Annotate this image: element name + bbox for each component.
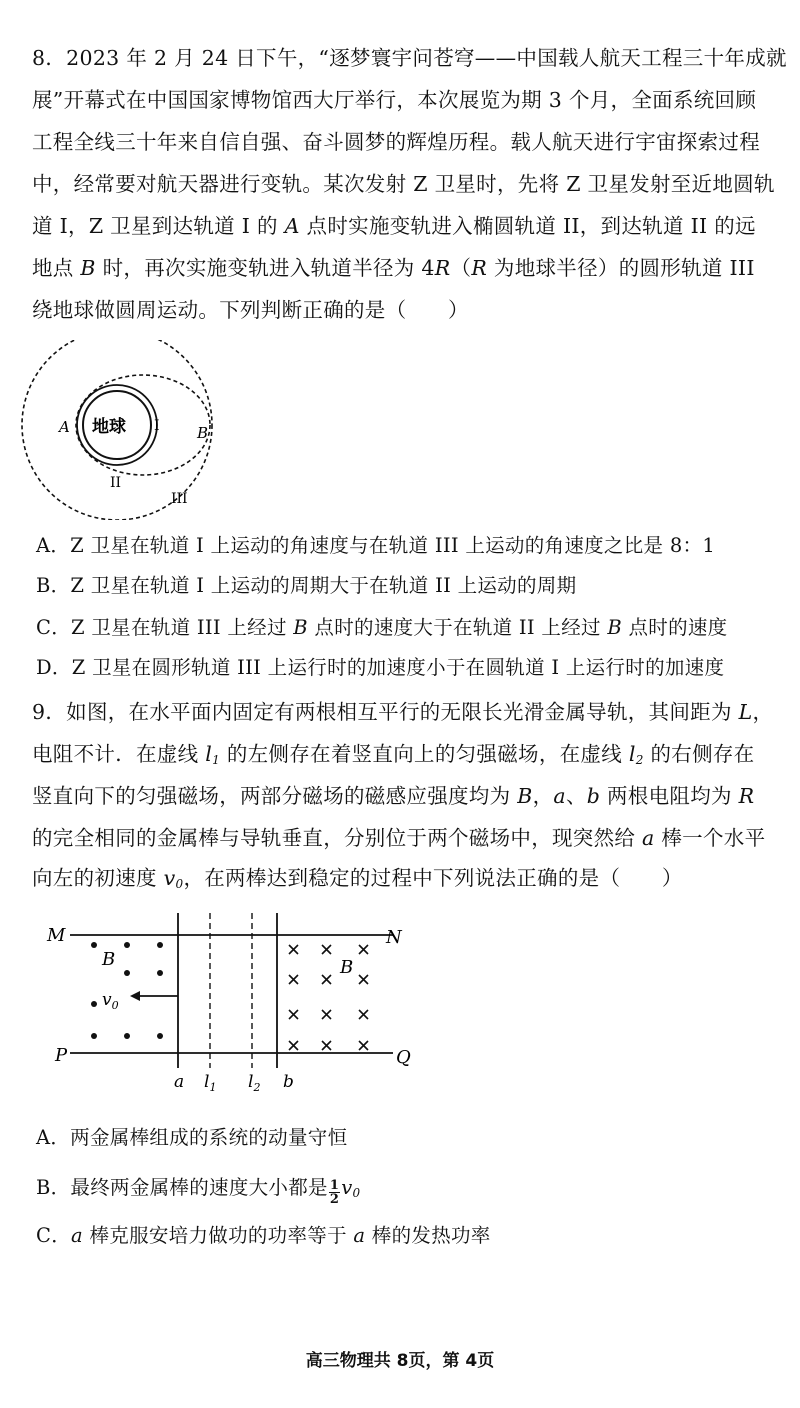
label-l2: $l_2$ — [248, 1072, 261, 1094]
q8-line-7: 绕地球做圆周运动。下列判断正确的是（ ） — [32, 298, 469, 322]
label-Q: Q — [396, 1047, 411, 1068]
q8-line-6: 地点 B 时，再次实施变轨进入轨道半径为 4R（R 为地球半径）的圆形轨道 III — [32, 256, 755, 280]
orbit-diagram — [0, 340, 240, 520]
q8-line-2: 展”开幕式在中国国家博物馆西大厅举行，本次展览为期 3 个月，全面系统回顾 — [32, 88, 757, 112]
q9-option-c: C．a 棒克服安培力做功的功率等于 a 棒的发热功率 — [36, 1224, 491, 1247]
q8-line-5: 道 I，Z 卫星到达轨道 I 的 A 点时实施变轨进入椭圆轨道 II，到达轨道 II 的远 — [32, 214, 756, 238]
q8-option-d: D．Z 卫星在圆形轨道 III 上运行时的加速度小于在圆轨道 I 上运行时的加速度 — [36, 656, 725, 679]
page-footer: 高三物理共 8页，第 4页 — [305, 1351, 495, 1371]
label-a: a — [174, 1072, 185, 1092]
q8-line-3: 工程全线三十年来自信自强、奋斗圆梦的辉煌历程。载人航天进行宇宙探索过程 — [32, 130, 760, 154]
q9-option-b: B．最终两金属棒的速度大小都是 $\frac{1}{2}$ $v_0$ — [36, 1176, 361, 1207]
q9-option-a: A．两金属棒组成的系统的动量守恒 — [36, 1126, 348, 1149]
field-crosses — [289, 945, 368, 1050]
label-N: N — [386, 927, 402, 948]
label-P: P — [55, 1045, 68, 1066]
label-B-right: B — [340, 957, 354, 978]
earth-label: 地球 — [92, 417, 126, 437]
velocity-arrow-head — [130, 991, 140, 1001]
q8-option-b: B．Z 卫星在轨道 I 上运动的周期大于在轨道 II 上运动的周期 — [36, 574, 577, 597]
label-III: III — [171, 491, 188, 507]
label-A: A — [59, 418, 70, 436]
q9-line-5: 向左的初速度 $v_0$，在两棒达到稳定的过程中下列说法正确的是（ ） — [32, 866, 683, 891]
label-B-left: B — [102, 949, 116, 970]
q8-option-a: A．Z 卫星在轨道 I 上运动的角速度与在轨道 III 上运动的角速度之比是 8：1 — [36, 534, 716, 557]
q9-line-2: 电阻不计．在虚线 $l_1$ 的左侧存在着竖直向上的匀强磁场，在虚线 $l_2$ 的右侧存在 — [32, 742, 755, 767]
fraction-one-half: $\frac{1}{2}$ — [329, 1178, 340, 1207]
q8-option-c: C．Z 卫星在轨道 III 上经过 B 点时的速度大于在轨道 II 上经过 B 点时的速度 — [36, 616, 728, 639]
q9-line-3: 竖直向下的匀强磁场，两部分磁场的磁感应强度均为 B，a、b 两根电阻均为 R — [32, 784, 755, 808]
q8-line-4: 中，经常要对航天器进行变轨。某次发射 Z 卫星时，先将 Z 卫星发射至近地圆轨 — [32, 172, 775, 196]
label-II: II — [110, 475, 122, 491]
q9-line-4: 的完全相同的金属棒与导轨垂直，分别位于两个磁场中，现突然给 a 棒一个水平 — [32, 826, 766, 850]
label-v0: $v_0$ — [102, 990, 119, 1012]
label-B: B — [197, 424, 209, 442]
q8-line-1: 8．2023 年 2 月 24 日下午，“逐梦寰宇问苍穹——中国载人航天工程三十年成就 — [32, 46, 787, 70]
label-I: I — [154, 418, 160, 434]
label-l1: $l_1$ — [204, 1072, 217, 1094]
q9-line-1: 9．如图，在水平面内固定有两根相互平行的无限长光滑金属导轨，其间距为 L， — [32, 700, 774, 724]
label-M: M — [47, 925, 66, 946]
rails-diagram — [0, 905, 440, 1100]
label-b: b — [283, 1072, 294, 1092]
